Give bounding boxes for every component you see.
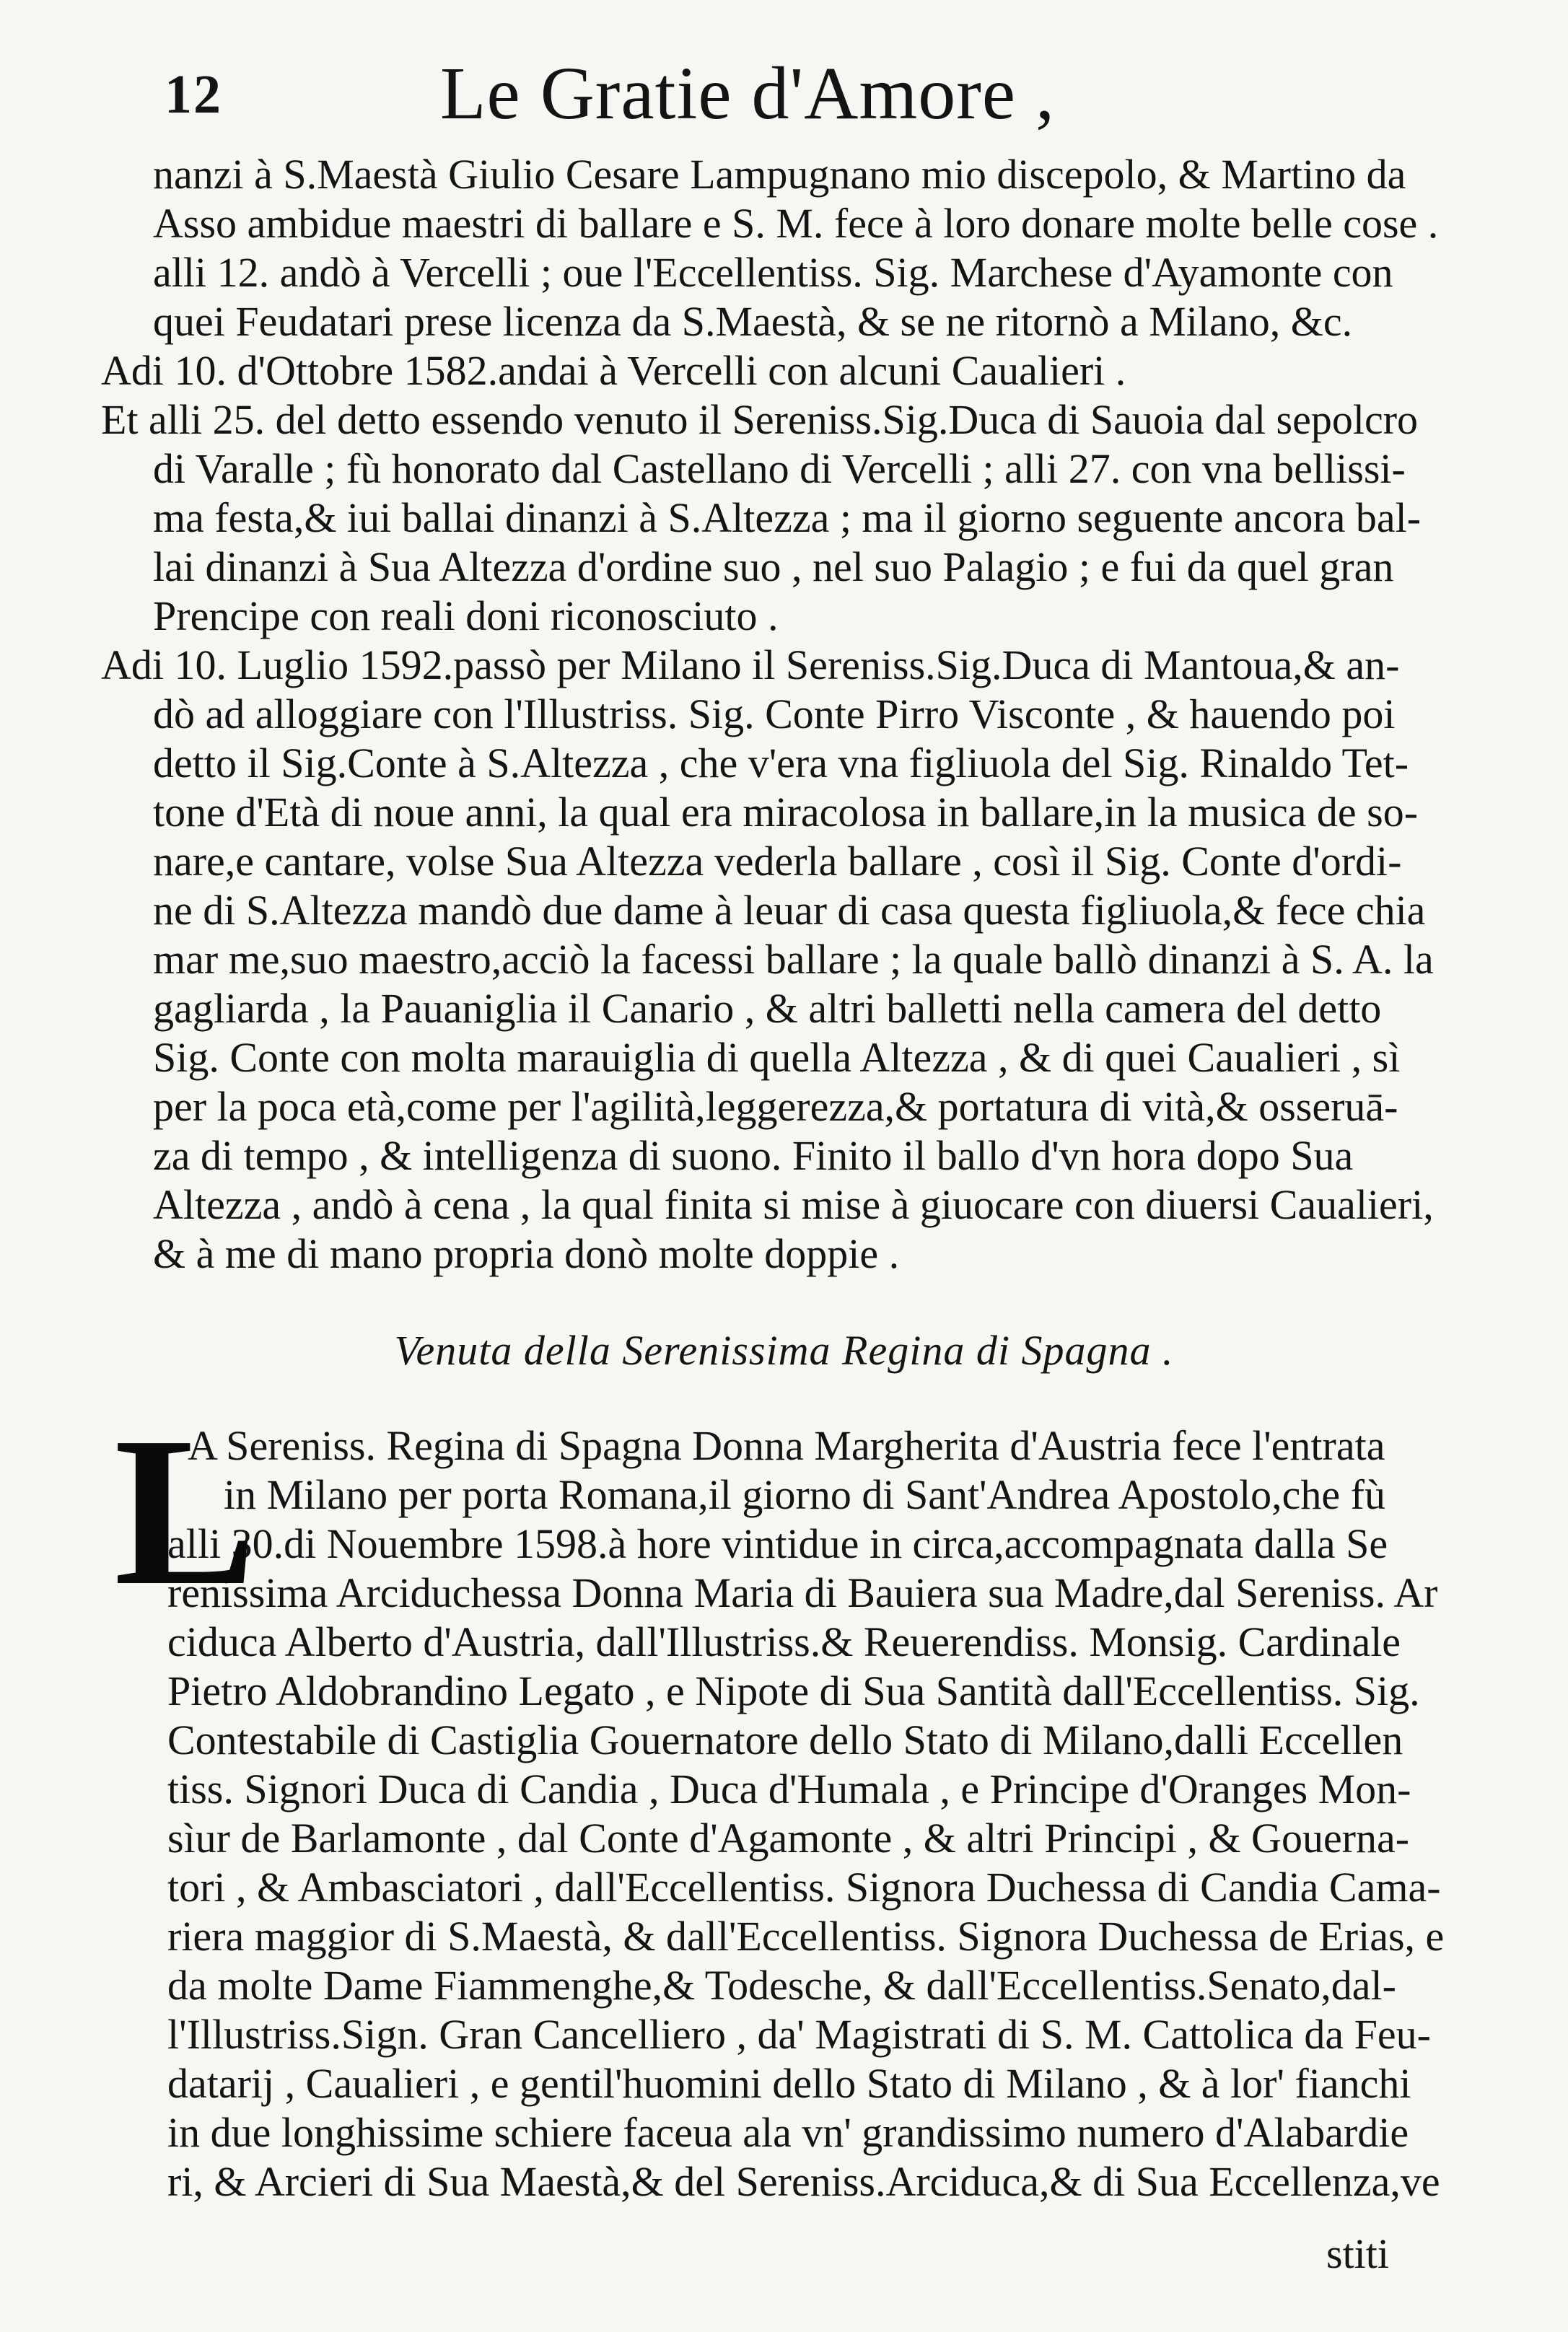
section-body [101,1393,1494,2206]
text-line: Sig. Conte con molta marauiglia di quella Altezza , & di quei Caualieri , sì [153,1034,1401,1081]
text-line: tiss. Signori Duca di Candia , Duca d'Humala , e Principe d'Oranges Mon- [167,1766,1411,1812]
text-line: per la poca età,come per l'agilità,leggerezza,& portatura di vità,& osseruā- [153,1083,1398,1130]
text-line: ciduca Alberto d'Austria, dall'Illustriss.& Reuerendiss. Monsig. Cardinale [167,1618,1401,1665]
text-line: Altezza , andò à cena , la qual finita si mise à giuocare con diuersi Caualieri, [153,1181,1434,1228]
text-line: riera maggior di S.Maestà, & dall'Eccellentiss. Signora Duchessa de Erias, e [167,1913,1445,1960]
text-line: nanzi à S.Maestà Giulio Cesare Lampugnano mio discepolo, & Martino da [153,151,1406,198]
diary-entries [101,150,1494,1279]
text-line: alli 12. andò à Vercelli ; oue l'Eccellentiss. Sig. Marchese d'Ayamonte con [153,249,1393,296]
text-line: ri, & Arcieri di Sua Maestà,& del Sereniss.Arciduca,& di Sua Eccellenza,ve [167,2158,1440,2205]
text-line: za di tempo , & intelligenza di suono. Finito il ballo d'vn hora dopo Sua [153,1132,1354,1179]
text-line: ma festa,& iui ballai dinanzi à S.Altezza ; ma il giorno seguente ancora bal- [153,494,1422,541]
text-line: datarij , Caualieri , e gentil'huomini dello Stato di Milano , & à lor' fianchi [167,2060,1411,2107]
text-line: & à me di mano propria donò molte doppie . [153,1230,900,1277]
drop-cap: L [114,1393,257,1630]
text-line: ne di S.Altezza mandò due dame à leuar di casa questa figliuola,& fece chia [153,887,1426,934]
entry-first-line: Et alli 25. del detto essendo venuto il Sereniss.Sig.Duca di Sauoia dal sepolcro [101,396,1419,443]
running-title: Le Gratie d'Amore , [440,52,1056,135]
text-line: Prencipe con reali doni riconosciuto . [153,592,779,639]
text-line: Asso ambidue maestri di ballare e S. M. fece à loro donare molte belle cose . [153,200,1439,247]
catchword: stiti [1326,2230,1390,2277]
text-line: dò ad alloggiare con l'Illustriss. Sig. Conte Pirro Visconte , & hauendo poi [153,691,1396,737]
text-line: l'Illustriss.Sign. Gran Cancelliero , da' Magistrati di S. M. Cattolica da Feu- [167,2011,1431,2058]
entry-first-line: Adi 10. Luglio 1592.passò per Milano il Sereniss.Sig.Duca di Mantoua,& an- [101,641,1400,688]
text-line: sìur de Barlamonte , dal Conte d'Agamonte , & altri Principi , & Gouerna- [167,1815,1410,1862]
text-line: nare,e cantare, volse Sua Altezza vederla ballare , così il Sig. Conte d'ordi- [153,838,1402,885]
text-line: alli 30.di Nouembre 1598.à hore vintidue in circa,accompagnata dalla Se [167,1520,1388,1567]
running-head [0,51,1568,137]
text-line: A Sereniss. Regina di Spagna Donna Margherita d'Austria fece l'entrata [188,1422,1385,1469]
text-line: da molte Dame Fiammenghe,& Todesche, & dall'Eccellentiss.Senato,dal- [167,1962,1396,2009]
text-line: in Milano per porta Romana,il giorno di Sant'Andrea Apostolo,che fù [224,1471,1385,1518]
text-line: detto il Sig.Conte à S.Altezza , che v'era vna figliuola del Sig. Rinaldo Tet- [153,740,1409,786]
text-line: lai dinanzi à Sua Altezza d'ordine suo , nel suo Palagio ; e fui da quel gran [153,543,1394,590]
text-line: di Varalle ; fù honorato dal Castellano di Vercelli ; alli 27. con vna bellissi- [153,445,1406,492]
text-line: in due longhissime schiere faceua ala vn' grandissimo numero d'Alabardie [167,2109,1409,2156]
text-line: Contestabile di Castiglia Gouernatore dello Stato di Milano,dalli Eccellen [167,1717,1403,1763]
text-line: gagliarda , la Pauaniglia il Canario , & altri balletti nella camera del detto [153,985,1382,1032]
text-line: Pietro Aldobrandino Legato , e Nipote di Sua Santità dall'Eccellentiss. Sig. [167,1667,1420,1714]
section-heading: Venuta della Serenissima Regina di Spagna . [394,1327,1174,1374]
text-line: renissima Arciduchessa Donna Maria di Bauiera sua Madre,dal Sereniss. Ar [167,1569,1438,1616]
text-line: mar me,suo maestro,acciò la facessi ballare ; la quale ballò dinanzi à S. A. la [153,936,1434,983]
text-line: tori , & Ambasciatori , dall'Eccellentiss. Signora Duchessa di Candia Cama- [167,1864,1441,1911]
entry-first-line: Adi 10. d'Ottobre 1582.andai à Vercelli con alcuni Caualieri . [101,347,1126,394]
text-line: tone d'Età di noue anni, la qual era miracolosa in ballare,in la musica de so- [153,789,1419,836]
text-line: quei Feudatari prese licenza da S.Maestà, & se ne ritornò a Milano, &c. [153,298,1353,345]
page-number: 12 [165,64,222,125]
